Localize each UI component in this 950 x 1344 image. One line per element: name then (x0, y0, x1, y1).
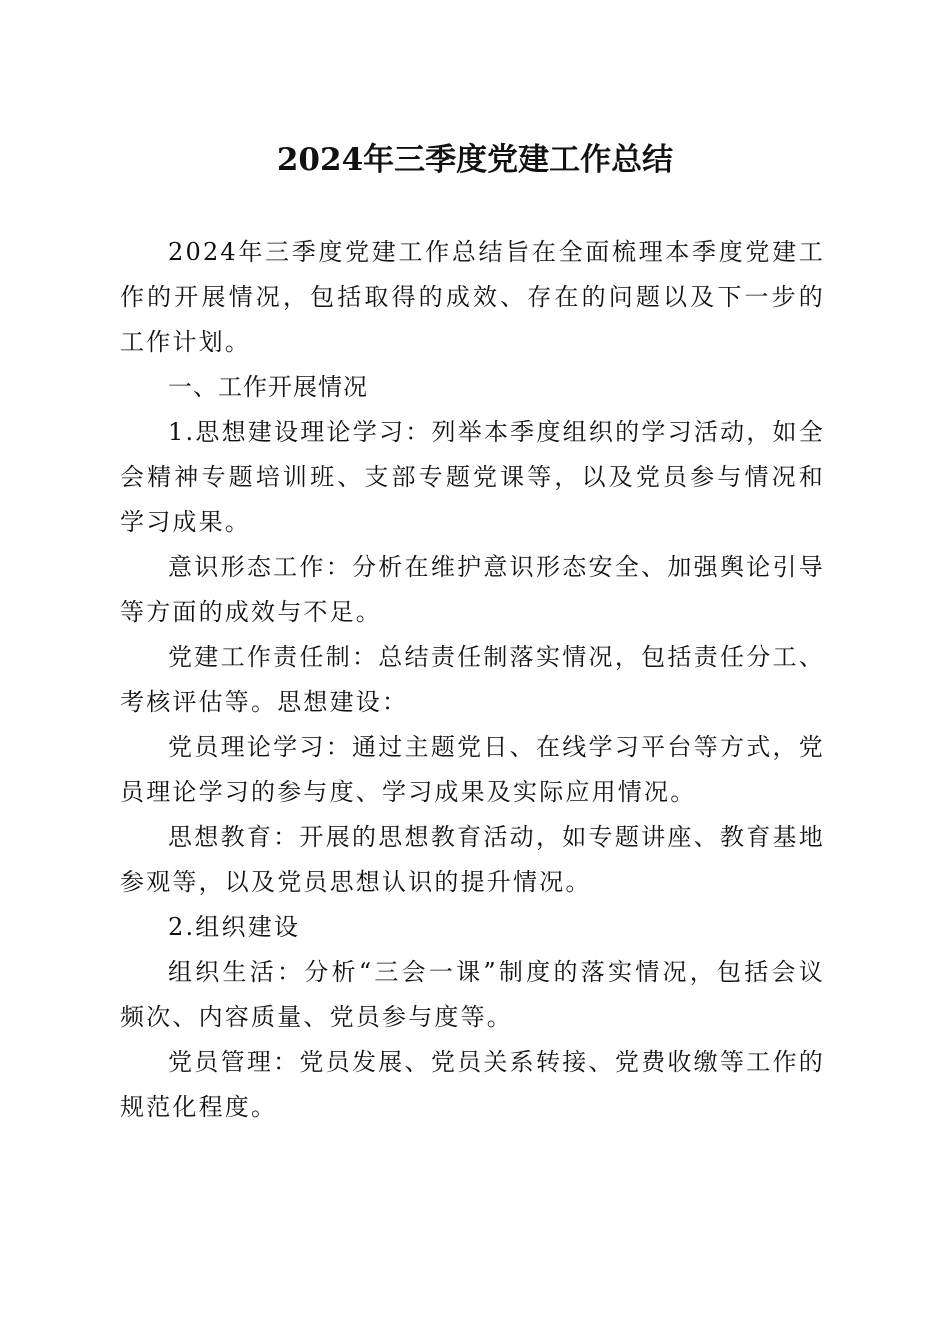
section-heading-work-progress: 一、工作开展情况 (168, 373, 368, 401)
paragraph-member-theory-study: 党员理论学习：通过主题党日、在线学习平台等方式，党员理论学习的参与度、学习成果及实际应用情况。 (120, 733, 825, 806)
intro-paragraph: 2024年三季度党建工作总结旨在全面梳理本季度党建工作的开展情况，包括取得的成效、存在的问题以及下一步的工作计划。 (120, 238, 825, 356)
paragraph-theory-study: 1.思想建设理论学习：列举本季度组织的学习活动，如全会精神专题培训班、支部专题党课等，以及党员参与情况和学习成果。 (120, 418, 825, 536)
document-title: 2024年三季度党建工作总结 (276, 142, 674, 178)
paragraph-ideological-education: 思想教育：开展的思想教育活动，如专题讲座、教育基地参观等，以及党员思想认识的提升情况。 (120, 823, 825, 896)
document-body (120, 230, 825, 1130)
paragraph-ideology-work: 意识形态工作：分析在维护意识形态安全、加强舆论引导等方面的成效与不足。 (120, 553, 825, 626)
paragraph-responsibility-system: 党建工作责任制：总结责任制落实情况，包括责任分工、考核评估等。思想建设： (120, 643, 825, 716)
paragraph-member-management: 党员管理：党员发展、党员关系转接、党费收缴等工作的规范化程度。 (120, 1048, 825, 1121)
subheading-organization-building: 2.组织建设 (168, 913, 301, 941)
paragraph-organization-life: 组织生活：分析“三会一课”制度的落实情况，包括会议频次、内容质量、党员参与度等。 (120, 958, 825, 1031)
